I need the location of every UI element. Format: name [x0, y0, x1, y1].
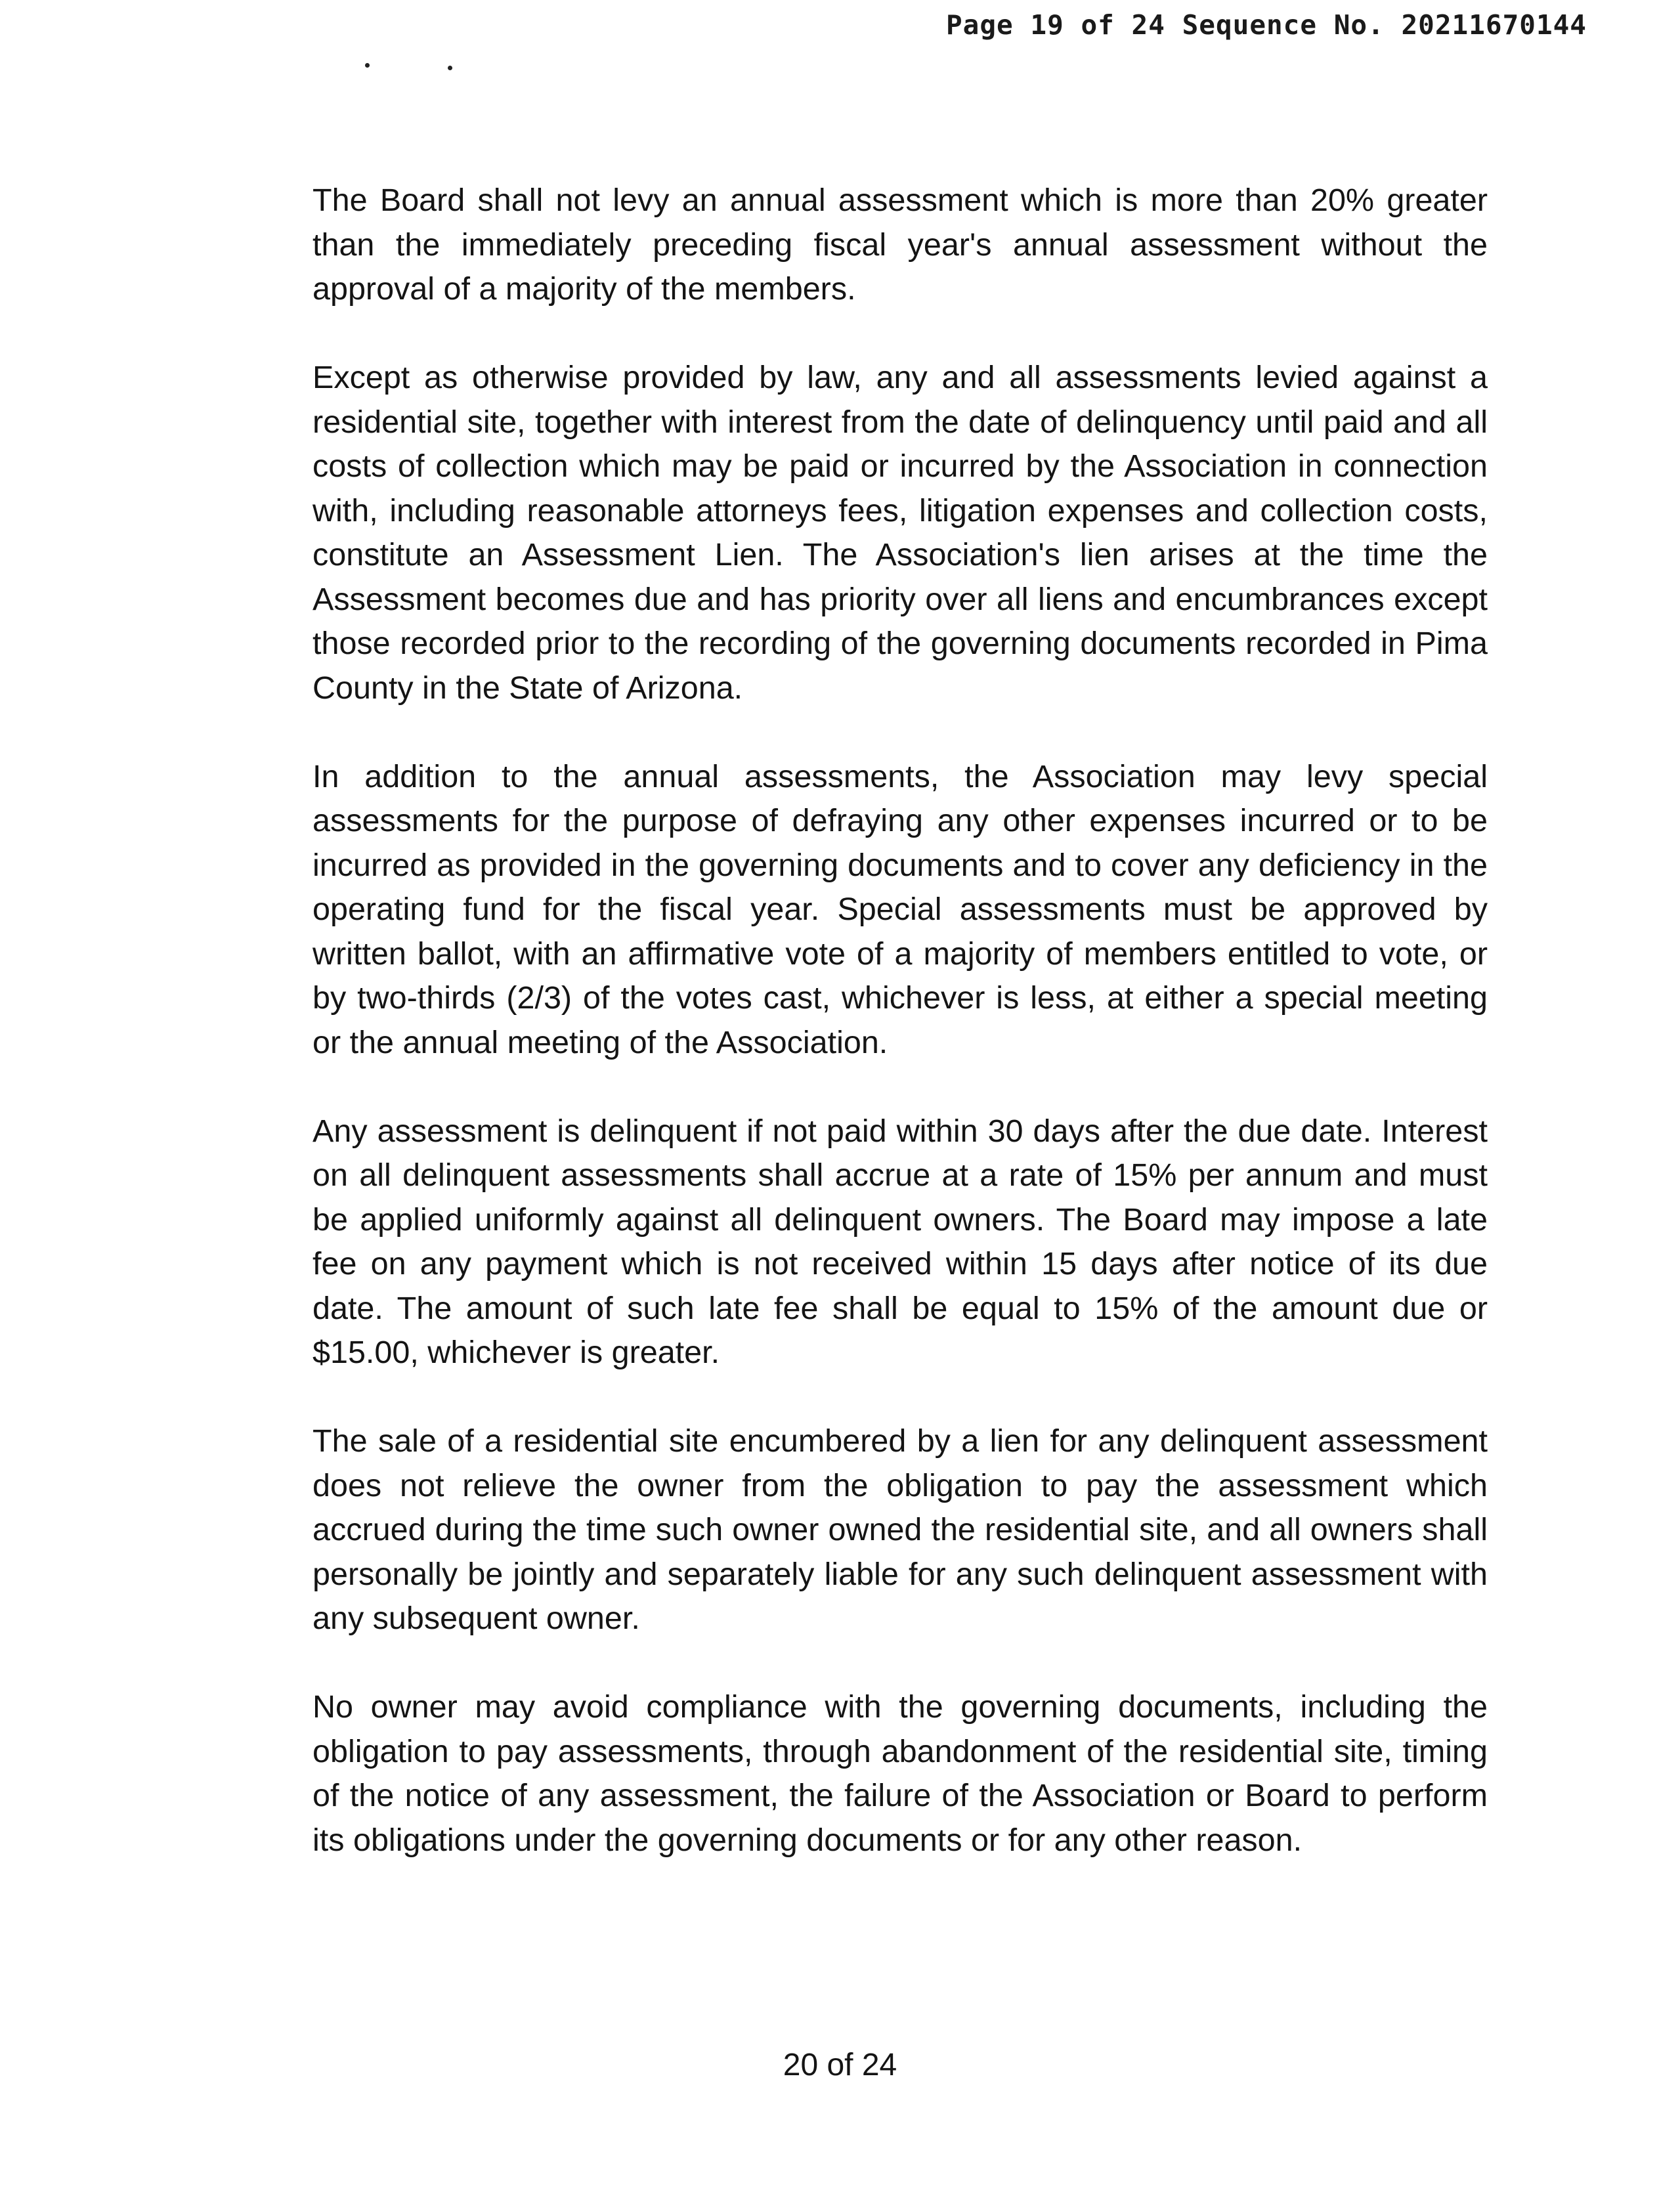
- document-body: [312, 179, 1488, 1862]
- paragraph-sale-of-site: The sale of a residential site encumbered by a lien for any delinquent assessment does not relieve the owner from the obligation to pay the assessment which accrued during the time such owner owned the residential site, and all owners shall personally be jointly and separately liable for any such delinquent assessment with any subsequent owner.: [312, 1423, 1488, 1636]
- paragraph-assessment-lien: Except as otherwise provided by law, any and all assessments levied against a residential site, together with interest from the date of delinquency until paid and all costs of collection which may be paid or incurred by the Association in connection with, including reasonable attorneys fees, litigation expenses and collection costs, constitute an Assessment Lien. The Association's lien arises at the time the Assessment becomes due and has priority over all liens and encumbrances except those recorded prior to the recording of the governing documents recorded in Pima County in the State of Arizona.: [312, 360, 1488, 706]
- paragraph-delinquency: Any assessment is delinquent if not paid within 30 days after the due date. Interest on all delinquent assessments shall accrue at a rate of 15% per annum and must be applied uniformly against all delinquent owners. The Board may impose a late fee on any payment which is not received within 15 days after notice of its due date. The amount of such late fee shall be equal to 15% of the amount due or $15.00, whichever is greater.: [312, 1113, 1488, 1370]
- paragraph-special-assessments: In addition to the annual assessments, the Association may levy special assessments for the purpose of defraying any other expenses incurred or to be incurred as provided in the governing documents and to cover any deficiency in the operating fund for the fiscal year. Special assessments must be approved by written ballot, with an affirmative vote of a majority of members entitled to vote, or by two-thirds (2/3) of the votes cast, whichever is less, at either a special meeting or the annual meeting of the Association.: [312, 758, 1488, 1060]
- paragraph-annual-assessment-limit: The Board shall not levy an annual assessment which is more than 20% greater than the immediately preceding fiscal year's annual assessment without the approval of a majority of the members.: [312, 183, 1488, 307]
- recording-header: Page 19 of 24 Sequence No. 20211670144: [946, 9, 1587, 41]
- paragraph-compliance: No owner may avoid compliance with the governing documents, including the obligation to pay assessments, through abandonment of the residential site, timing of the notice of any assessment, the failure of the Association or Board to perform its obligations under the governing documents or for any other reason.: [312, 1689, 1488, 1858]
- scan-speck: [448, 66, 452, 70]
- page-number: 20 of 24: [783, 2048, 897, 2082]
- scan-speck: [365, 63, 370, 68]
